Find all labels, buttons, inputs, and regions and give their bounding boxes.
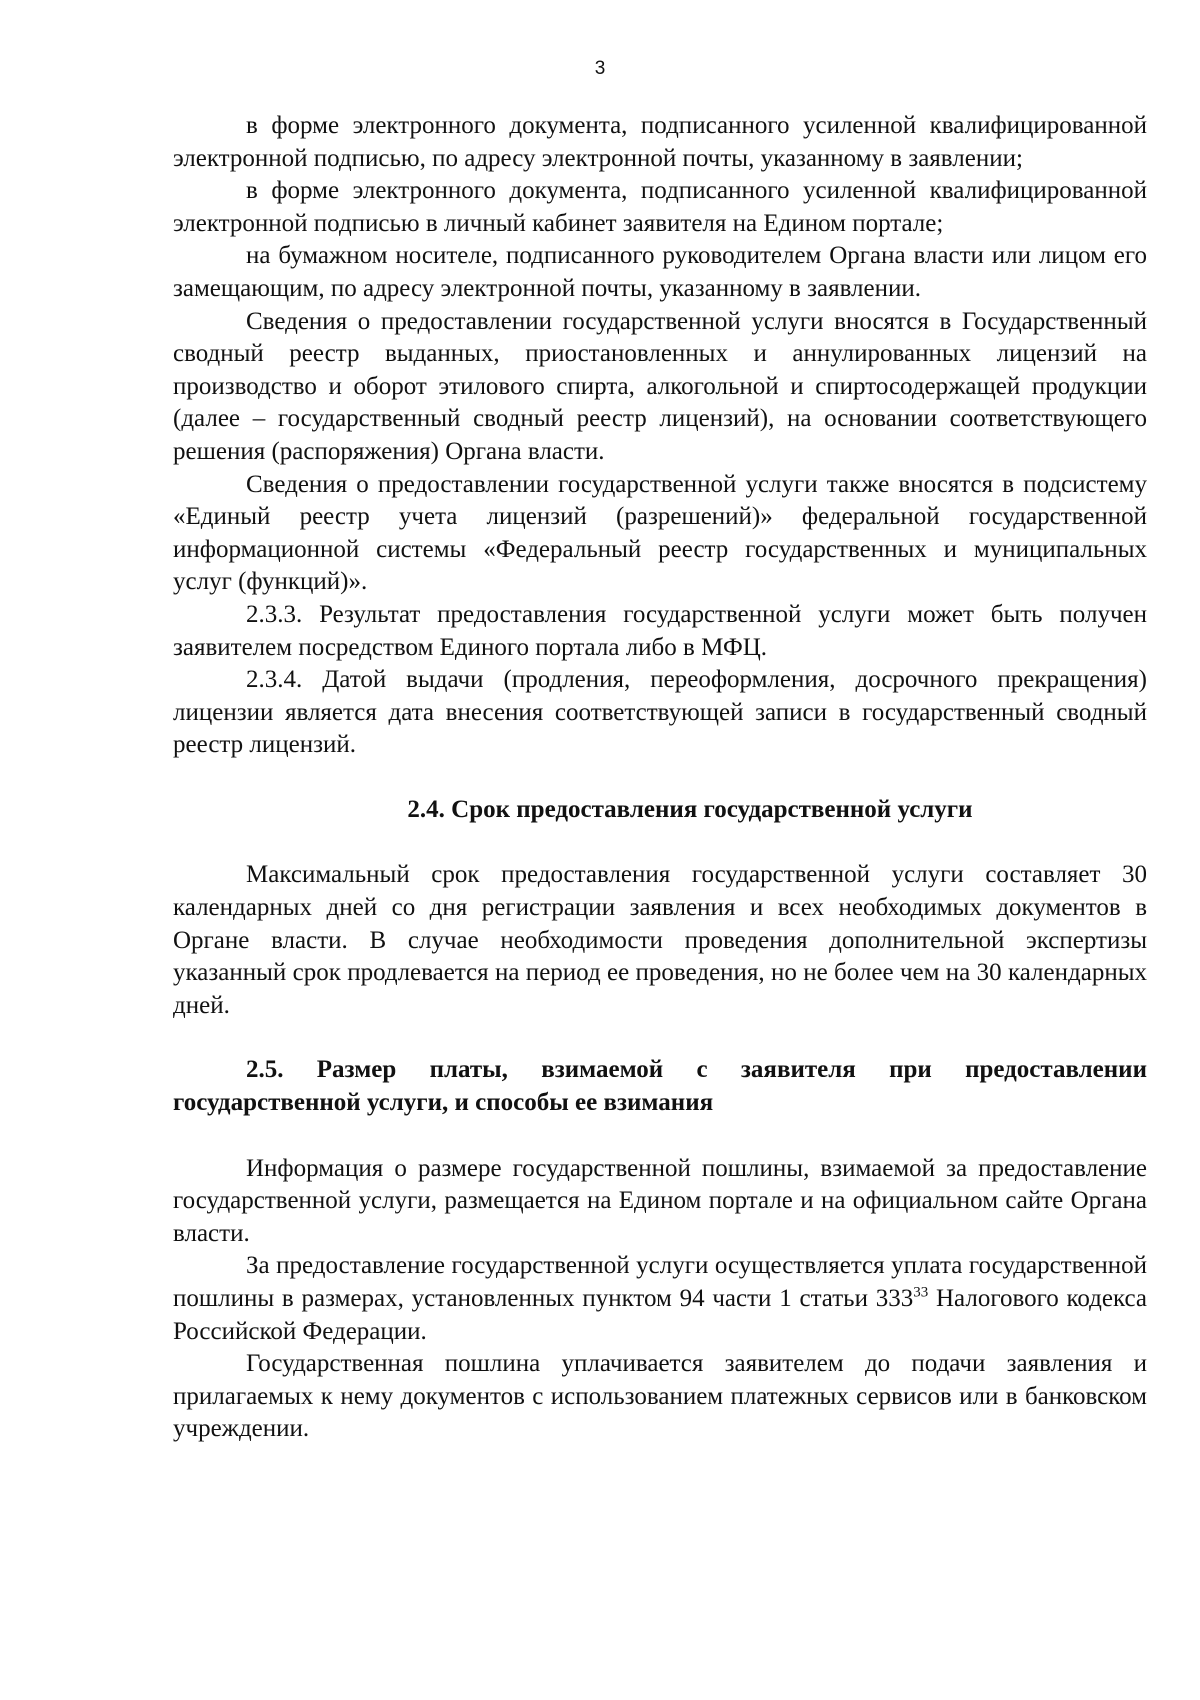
paragraph-2-3-4: 2.3.4. Датой выдачи (продления, переоформления, досрочного прекращения) лицензии является дата внесения соответствующей записи в государственный сводный реестр лицензий. [173,666,1147,759]
paragraph-fee-info: Информация о размере государственной пошлины, взимаемой за предоставление государственной услуги, размещается на Едином портале и на официальном сайте Органа власти. [173,1154,1147,1247]
spacer [173,1120,1147,1153]
paragraph-paper-delivery: на бумажном носителе, подписанного руководителем Органа власти или лицом его замещающим, по адресу электронной почты, указанному в заявлении. [173,242,1147,302]
paragraph-registry-info: Сведения о предоставлении государственной услуги вносятся в Государственный сводный реестр выданных, приостановленных и аннулированных лицензий на производство и оборот этилового спирта, алкогольной и спиртосодержащей продукции (далее – государственный сводный реестр лицензий), на основании соответствующего решения (распоряжения) Органа власти. [173,307,1147,465]
spacer [173,826,1147,859]
paragraph-email-delivery: в форме электронного документа, подписанного усиленной квалифицированной электронной подписью, по адресу электронной почты, указанному в заявлении; [173,112,1147,172]
section-heading-2-5: 2.5. Размер платы, взимаемой с заявителя при предоставлении государственной услуги, и способы ее взимания [173,1056,1147,1117]
document-body [173,110,1147,1446]
section-heading-2-4: 2.4. Срок предоставления государственной услуги [407,795,973,823]
paragraph-fee-payment [173,1250,1147,1348]
paragraph-cabinet-delivery: в форме электронного документа, подписанного усиленной квалифицированной электронной подписью в личный кабинет заявителя на Едином портале; [173,177,1147,237]
spacer [173,762,1147,794]
paragraph-term: Максимальный срок предоставления государственной услуги составляет 30 календарных дней со дня регистрации заявления и всех необходимых документов в Органе власти. В случае необходимости проведения дополнительной экспертизы указанный срок продлевается на период ее проведения, но не более чем на 30 календарных дней. [173,861,1147,1019]
fee-payment-text-end: Налогового кодекса Российской Федерации. [173,1285,1147,1345]
paragraph-2-3-3: 2.3.3. Результат предоставления государственной услуги может быть получен заявителем посредством Единого портала либо в МФЦ. [173,600,1147,661]
article-superscript: 33 [913,1284,929,1301]
spacer [173,1022,1147,1054]
page-number: 3 [594,58,606,79]
paragraph-fee-method: Государственная пошлина уплачивается заявителем до подачи заявления и прилагаемых к нему документов с использованием платежных сервисов или в банковском учреждении. [173,1350,1147,1443]
fee-payment-text-start: За предоставление государственной услуги осуществляется уплата государственной пошлины в размерах, установленных пунктом 94 части 1 статьи 333 [173,1252,1147,1312]
paragraph-subsystem-info: Сведения о предоставлении государственной услуги также вносятся в подсистему «Единый реестр учета лицензий (разрешений)» федеральной государственной информационной системы «Федеральный реестр государственных и муниципальных услуг (функций)». [173,470,1147,596]
